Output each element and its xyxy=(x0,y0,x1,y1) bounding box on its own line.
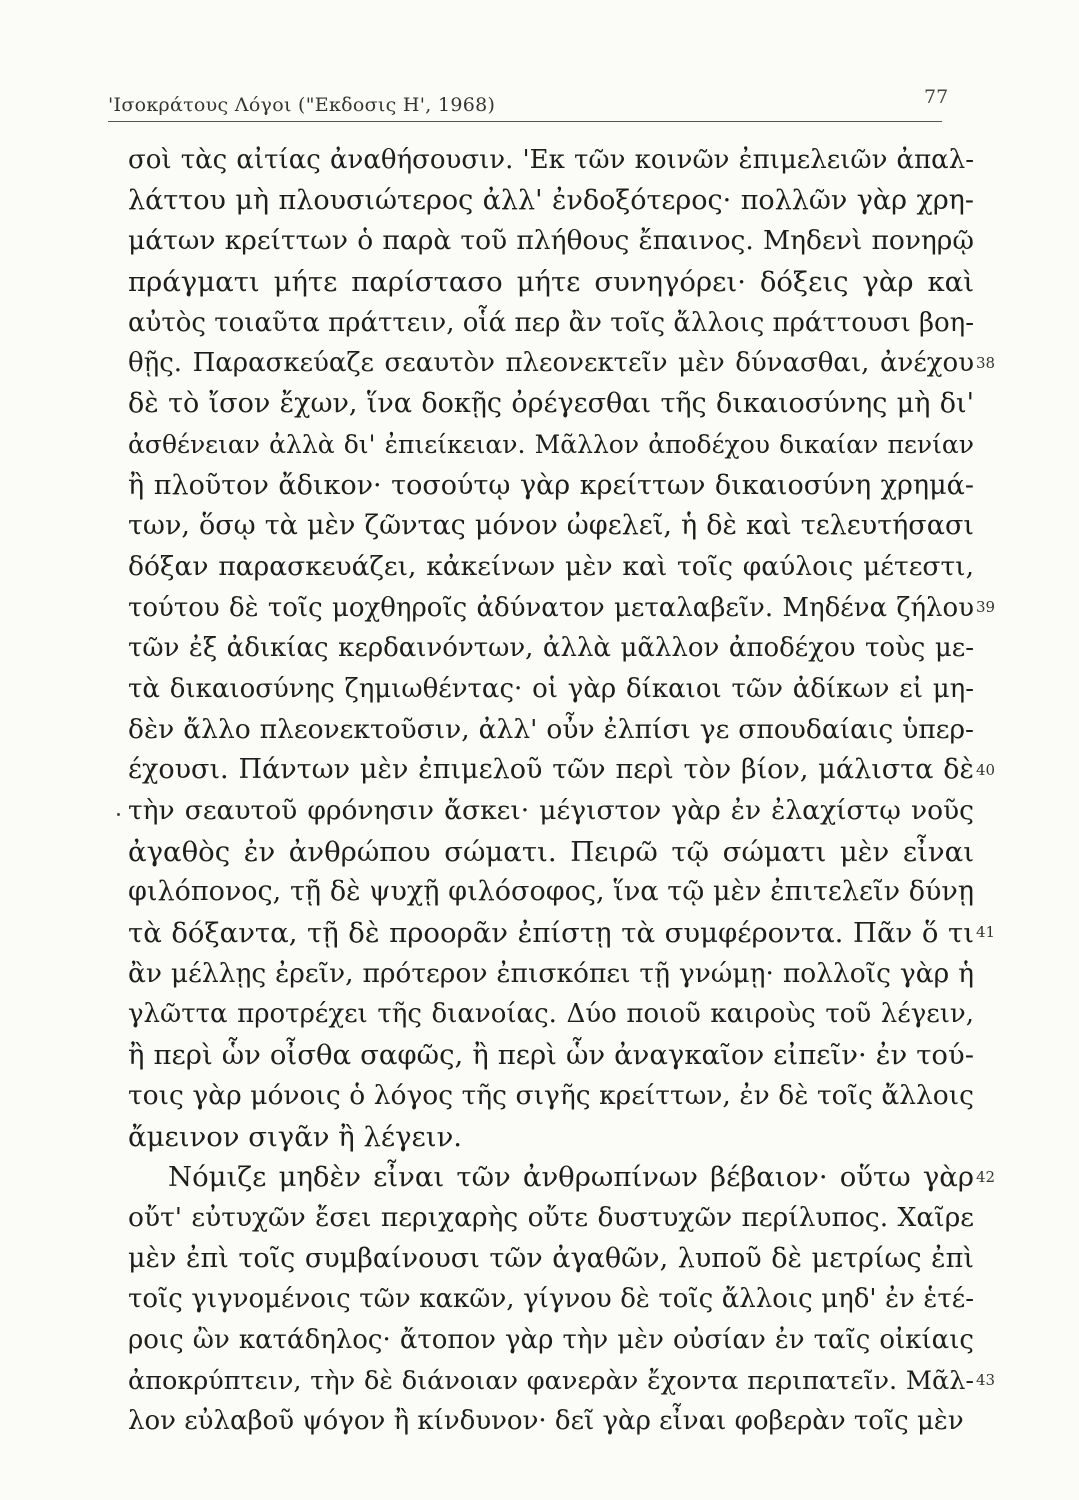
section-number: 42 xyxy=(976,1167,996,1186)
page-number: 77 xyxy=(924,86,949,108)
text-line: ἄμεινον σιγᾶν ἢ λέγειν. xyxy=(128,1120,463,1153)
section-number: 38 xyxy=(976,353,996,372)
text-line: ἀγαθὸς ἐν ἀνθρώπου σώματι. Πειρῶ τῷ σώματι μὲν εἶναι xyxy=(128,835,974,868)
text-line: γλῶττα προτρέχει τῆς διανοίας. Δύο ποιοῦ καιροὺς τοῦ λέγειν, xyxy=(128,999,974,1030)
text-line: τούτου δὲ τοῖς μοχθηροῖς ἀδύνατον μεταλαβεῖν. Μηδένα ζήλου xyxy=(128,592,974,623)
margin-dot-mark xyxy=(117,813,120,816)
text-line: οὔτ' εὐτυχῶν ἔσει περιχαρὴς οὔτε δυστυχῶν περίλυπος. Χαῖρε xyxy=(128,1201,974,1233)
text-line: τὰ δόξαντα, τῇ δὲ προορᾶν ἐπίστῃ τὰ συμφέροντα. Πᾶν ὅ τι xyxy=(128,917,974,950)
section-number: 39 xyxy=(976,597,996,616)
text-line: ἀσθένειαν ἀλλὰ δι' ἐπιείκειαν. Μᾶλλον ἀποδέχου δικαίαν πενίαν xyxy=(128,429,974,459)
text-line: αὐτὸς τοιαῦτα πράττειν, οἷά περ ἂν τοῖς ἄλλοις πράττουσι βοη- xyxy=(128,307,974,338)
header-rule xyxy=(108,121,942,122)
text-line: τὰ δικαιοσύνης ζημιωθέντας· οἱ γὰρ δίκαιοι τῶν ἀδίκων εἰ μη- xyxy=(128,673,974,704)
text-line: των, ὅσῳ τὰ μὲν ζῶντας μόνον ὠφελεῖ, ἡ δὲ καὶ τελευτήσασι xyxy=(128,510,974,542)
section-number: 40 xyxy=(976,760,996,779)
text-line: δόξαν παρασκευάζει, κἀκείνων μὲν καὶ τοῖς φαύλοις μέτεστι, xyxy=(128,550,974,582)
section-number: 41 xyxy=(976,923,996,942)
text-line: ἢ περὶ ὧν οἶσθα σαφῶς, ἢ περὶ ὧν ἀναγκαῖον εἰπεῖν· ἐν τού- xyxy=(128,1039,974,1072)
text-line: μὲν ἐπὶ τοῖς συμβαίνουσι τῶν ἀγαθῶν, λυποῦ δὲ μετρίως ἐπὶ xyxy=(128,1242,974,1274)
text-line: ἀποκρύπτειν, τὴν δὲ διάνοιαν φανερὰν ἔχοντα περιπατεῖν. Μᾶλ- xyxy=(128,1365,974,1396)
text-line: μάτων κρείττων ὁ παρὰ τοῦ πλήθους ἔπαινος. Μηδενὶ πονηρῷ xyxy=(128,225,974,257)
text-line: τὴν σεαυτοῦ φρόνησιν ἄσκει· μέγιστον γὰρ ἐν ἐλαχίστῳ νοῦς xyxy=(128,795,974,826)
text-line: δὲ τὸ ἴσον ἔχων, ἵνα δοκῇς ὀρέγεσθαι τῆς δικαιοσύνης μὴ δι' xyxy=(128,388,974,420)
text-line: τῶν ἐξ ἀδικίας κερδαινόντων, ἀλλὰ μᾶλλον ἀποδέχου τοὺς με- xyxy=(128,633,974,664)
text-line: δὲν ἄλλο πλεονεκτοῦσιν, ἀλλ' οὖν ἐλπίσι γε σπουδαίαις ὑπερ- xyxy=(128,713,974,745)
text-line: πράγματι μήτε παρίστασο μήτε συνηγόρει· δόξεις γὰρ καὶ xyxy=(128,266,974,299)
text-line: σοὶ τὰς αἰτίας ἀναθήσουσιν. 'Εκ τῶν κοινῶν ἐπιμελειῶν ἀπαλ- xyxy=(128,145,974,175)
text-line: τοις γὰρ μόνοις ὁ λόγος τῆς σιγῆς κρείττων, ἐν δὲ τοῖς ἄλλοις xyxy=(128,1079,974,1111)
body-text xyxy=(128,140,974,1442)
text-line: θῇς. Παρασκεύαζε σεαυτὸν πλεονεκτεῖν μὲν δύνασθαι, ἀνέχου xyxy=(128,348,974,379)
text-line: ροις ὢν κατάδηλος· ἄτοπον γὰρ τὴν μὲν οὐσίαν ἐν ταῖς οἰκίαις xyxy=(128,1324,974,1355)
text-line: λον εὐλαβοῦ ψόγον ἢ κίνδυνον· δεῖ γὰρ εἶναι φοβερὰν τοῖς μὲν xyxy=(128,1406,964,1437)
section-number: 43 xyxy=(976,1371,996,1389)
running-head: 'Ισοκράτους Λόγοι ("Εκδοσις Η', 1968) xyxy=(108,94,496,116)
text-line: ἂν μέλλῃς ἐρεῖν, πρότερον ἐπισκόπει τῇ γνώμῃ· πολλοῖς γὰρ ἡ xyxy=(128,957,974,989)
text-line: Νόμιζε μηδὲν εἶναι τῶν ἀνθρωπίνων βέβαιον· οὕτω γὰρ xyxy=(168,1161,974,1194)
text-line: φιλόπονος, τῇ δὲ ψυχῇ φιλόσοφος, ἵνα τῷ μὲν ἐπιτελεῖν δύνῃ xyxy=(128,876,974,908)
text-line: τοῖς γιγνομένοις τῶν κακῶν, γίγνου δὲ τοῖς ἄλλοις μηδ' ἐν ἑτέ- xyxy=(128,1284,974,1315)
text-line: λάττου μὴ πλουσιώτερος ἀλλ' ἐνδοξότερος· πολλῶν γὰρ χρη- xyxy=(128,184,974,216)
text-line: έχουσι. Πάντων μὲν ἐπιμελοῦ τῶν περὶ τὸν βίον, μάλιστα δὲ xyxy=(128,754,974,786)
text-line: ἢ πλοῦτον ἄδικον· τοσούτῳ γὰρ κρείττων δικαιοσύνη χρημά- xyxy=(128,469,974,501)
